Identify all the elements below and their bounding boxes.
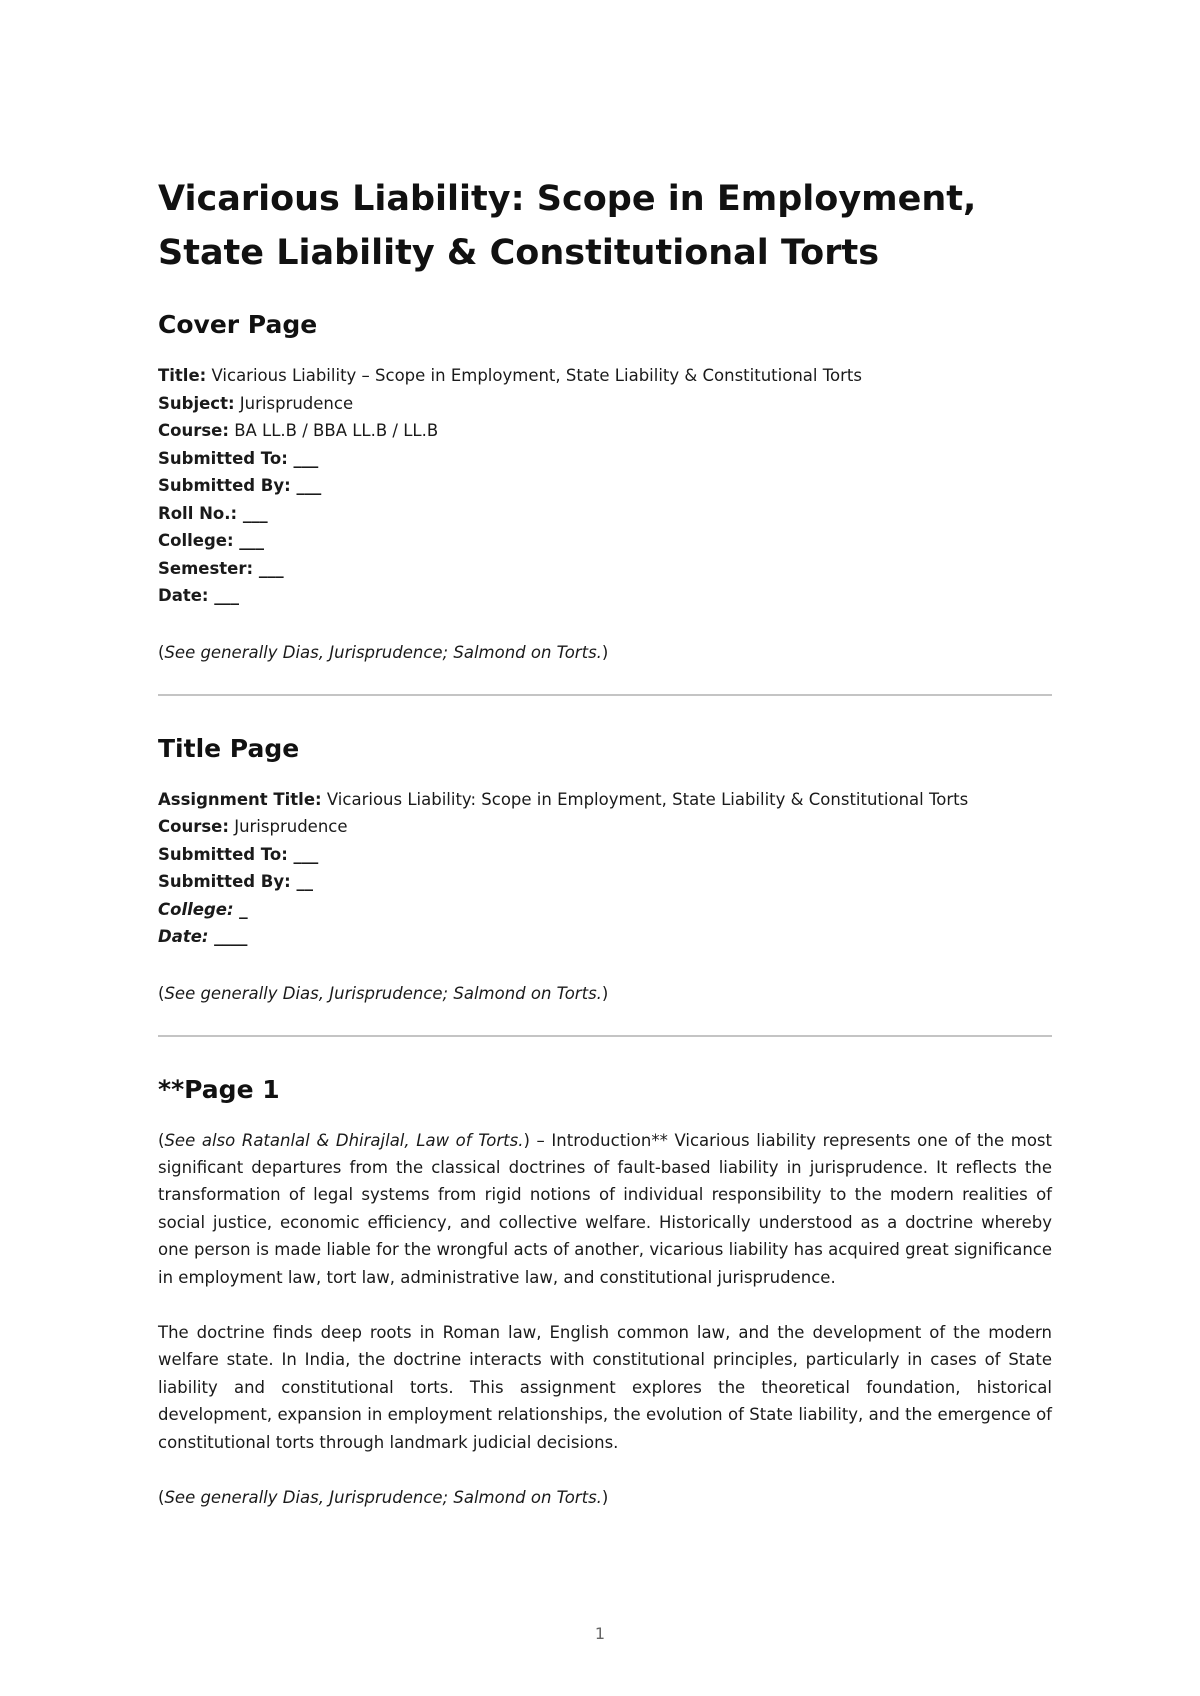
page1-section	[158, 1073, 1052, 1511]
title-field-course: Course: Jurisprudence	[158, 817, 348, 836]
cover-field-course: Course: BA LL.B / BBA LL.B / LL.B	[158, 421, 439, 440]
cover-field-roll-no: Roll No.: ___	[158, 503, 268, 523]
title-field-college: College: _	[158, 899, 248, 919]
cover-citation: (See generally Dias, Jurisprudence; Salmond on Torts.)	[158, 642, 609, 662]
page1-heading: **Page 1	[158, 1074, 280, 1104]
page1-second-paragraph: The doctrine finds deep roots in Roman law, English common law, and the development of the modern welfare state. In India, the doctrine interacts with constitutional principles, particularly in cases of State liability and constitutional torts. This assignment explores the theoretical foundation, historical development, expansion in employment relationships, the evolution of State liability, and the emergence of constitutional torts through landmark judicial decisions.	[158, 1322, 1052, 1452]
title-field-submitted-to: Submitted To: ___	[158, 844, 319, 864]
cover-field-submitted-to: Submitted To: ___	[158, 448, 319, 468]
title-page-heading: Title Page	[158, 733, 300, 763]
page-number: 1	[594, 1624, 606, 1643]
cover-field-submitted-by: Submitted By: ___	[158, 476, 322, 495]
cover-field-subject: Subject: Jurisprudence	[158, 393, 354, 413]
cover-field-college: College: ___	[158, 531, 265, 550]
title-field-submitted-by: Submitted By: __	[158, 872, 313, 891]
divider-2	[158, 1035, 1052, 1037]
cover-page-section	[158, 308, 1052, 666]
title-page-citation: (See generally Dias, Jurisprudence; Salmond on Torts.)	[158, 983, 609, 1003]
document-page	[158, 0, 1052, 1511]
cover-field-date: Date: ___	[158, 586, 240, 605]
cover-page-fields	[158, 362, 1052, 610]
cover-field-title: Title: Vicarious Liability – Scope in Employment, State Liability & Constitutional Torts	[158, 366, 862, 385]
cover-page-heading: Cover Page	[158, 310, 318, 339]
page1-citation: (See generally Dias, Jurisprudence; Salmond on Torts.)	[158, 1487, 609, 1507]
page1-intro-paragraph: (See also Ratanlal & Dhirajlal, Law of Torts.) – Introduction** Vicarious liability represents one of the most significant departures from the classical doctrines of fault-based liability in jurisprudence. It reflects the transformation of legal systems from rigid notions of individual responsibility to the modern realities of social justice, economic efficiency, and collective welfare. Historically understood as a doctrine whereby one person is made liable for the wrongful acts of another, vicarious liability has acquired great significance in employment law, tort law, administrative law, and constitutional jurisprudence.	[158, 1130, 1052, 1287]
cover-field-semester: Semester: ___	[158, 558, 284, 578]
document-title: Vicarious Liability: Scope in Employment, State Liability & Constitutional Torts	[158, 179, 977, 273]
title-field-assignment-title: Assignment Title: Vicarious Liability: Scope in Employment, State Liability & Constitutional Torts	[158, 789, 969, 809]
title-page-section	[158, 732, 1052, 1007]
title-page-fields	[158, 786, 1052, 951]
title-field-date: Date: ____	[158, 927, 248, 946]
divider-1	[158, 694, 1052, 696]
